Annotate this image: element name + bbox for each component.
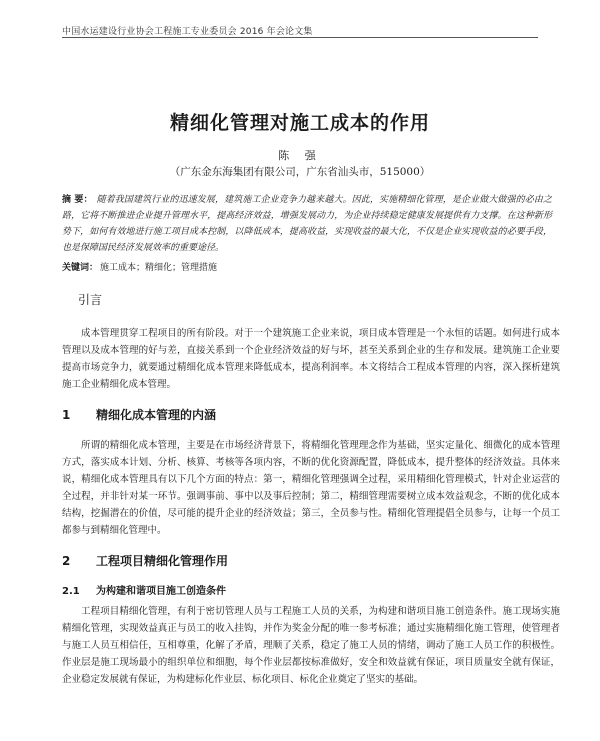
intro-paragraph: 成本管理贯穿工程项目的所有阶段。对于一个建筑施工企业来说，项目成本管理是一个永恒的话题。如何进行成本管理以及成本管理的好与差，直接关系到一个企业经济效益的好与坏，甚至关系到企业的生存和发展。建筑施工企业要提高市场竞争力，就要通过精细化成本管理来降低成本，提高利润率。本文将结合工程成本管理的内容，深入探析建筑施工企业精细化成本管理。 [62, 328, 560, 390]
running-head: 中国水运建设行业协会工程施工专业委员会 2016 年会论文集 [62, 27, 313, 37]
abstract [62, 192, 552, 256]
section-2-1-title: 为构建和谐项目施工创造条件 [96, 586, 226, 597]
header-rule [62, 37, 538, 38]
section-2-heading [62, 552, 228, 569]
section-2-1-number: 2.1 [62, 586, 80, 597]
section-1-paragraph: 所谓的精细化成本管理，主要是在市场经济背景下，将精细化管理理念作为基础，坚实定量化、细微化的成本管理方式，落实成本计划、分析、核算、考核等各项内容，不断的优化资源配置，降低成本，提升整体的经济效益。具体来说，精细化成本管理具有以下几个方面的特点：第一，精细化管理强调全过程，采用精细化管理模式，针对企业运营的全过程，并非针对某一环节。强调事前、事中以及事后控制；第二，精细管理需要树立成本效益观念，不断的优化成本结构，挖掘潜在的价值，尽可能的提升企业的经济效益；第三，全员参与性。精细化管理提倡全员参与，让每一个员工都参与到精细化管理中。 [62, 440, 560, 536]
section-1-heading [62, 406, 216, 423]
keywords-label: 关键词： [62, 263, 99, 273]
keywords-text: 施工成本；精细化；管理措施 [100, 263, 218, 273]
article-title: 精细化管理对施工成本的作用 [169, 112, 430, 134]
section-2-1-paragraph: 工程项目精细化管理，有利于密切管理人员与工程施工人员的关系，为构建和谐项目施工创造条件。施工现场实施精细化管理，实现效益真正与员工的收入挂钩，并作为奖金分配的唯一参考标准；通过实施精细化施工管理，使管理者与施工人员互相信任，互相尊重，化解了矛盾，理顺了关系，稳定了施工人员的情绪，调动了施工人员工作的积极性。作业层是施工现场最小的组织单位和细胞，每个作业层都按标准做好，安全和效益就有保证，项目质量安全就有保证，企业稳定发展就有保证，为构建标化作业层、标化项目、标化企业奠定了坚实的基础。 [62, 606, 560, 685]
abstract-label: 摘 要： [62, 195, 93, 205]
author-name: 陈 强 [278, 149, 322, 162]
author-affiliation: （广东金东海集团有限公司，广东省汕头市，515000） [169, 166, 431, 178]
section-2-title: 工程项目精细化管理作用 [96, 554, 229, 568]
keywords [62, 261, 552, 275]
section-2-1-heading [62, 582, 226, 597]
section-1-title: 精细化成本管理的内涵 [96, 408, 217, 422]
section-1-number: 1 [62, 408, 71, 422]
abstract-text: 随着我国建筑行业的迅速发展，建筑施工企业竞争力越来越大。因此，实施精细化管理，是企业做大做强的必由之路，它将不断推进企业提升管理水平，提高经济效益，增强发展动力，为企业持续稳定健康发展提供有力支撑。在这种新形势下，如何有效地进行施工项目成本控制，以降低成本，提高收益，实现收益的最大化，不仅是企业实现收益的必要手段，也是保障国民经济发展效率的重要途径。 [62, 195, 552, 253]
section-2-number: 2 [62, 554, 71, 568]
intro-heading: 引言 [78, 293, 103, 307]
